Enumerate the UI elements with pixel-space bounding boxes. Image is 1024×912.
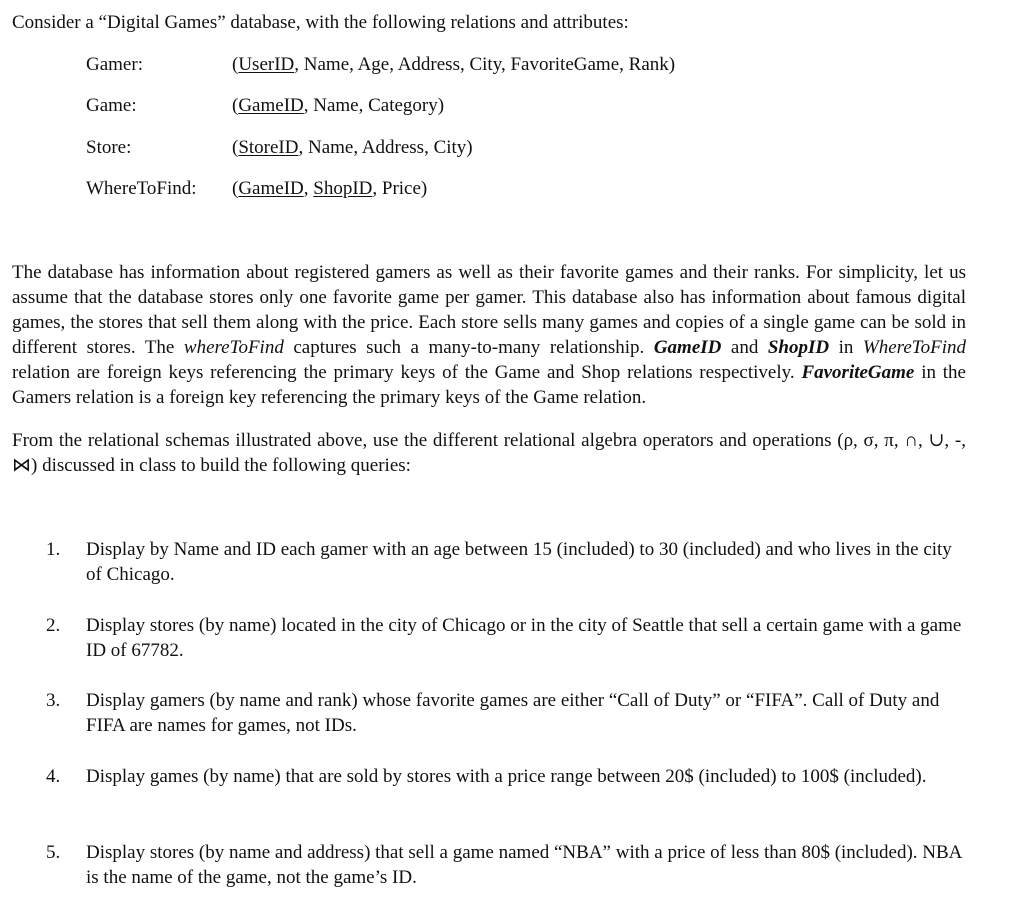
query-text: Display by Name and ID each gamer with an age between 15 (included) to 30 (included) and who lives in the city of Chicago.: [86, 539, 952, 585]
primary-key: GameID: [238, 95, 304, 116]
query-text: Display games (by name) that are sold by stores with a price range between 20$ (included) to 100$ (included).: [86, 766, 927, 787]
primary-key: StoreID: [238, 137, 299, 158]
description-paragraph: [12, 260, 966, 410]
desc-text: relation are foreign keys referencing the primary keys of the Game and Shop relations respectively.: [12, 362, 802, 383]
desc-wheretofind: whereToFind: [183, 337, 284, 358]
query-text: Display stores (by name) located in the city of Chicago or in the city of Seattle that sell a certain game with a game ID of 67782.: [86, 615, 962, 661]
desc-gameid: GameID: [653, 337, 722, 358]
paren-open: (: [232, 137, 239, 158]
desc-text: in the Gamers relation is a foreign key referencing the primary keys of the Game relation.: [12, 362, 966, 408]
relation-name: Game:: [86, 95, 137, 116]
schema-gamer: [86, 52, 675, 78]
schema-store: [86, 135, 473, 161]
attributes: , Name, Address, City): [298, 137, 473, 158]
intro-text: Consider a “Digital Games” database, with the following relations and attributes:: [12, 12, 629, 33]
attributes: , Name, Age, Address, City, FavoriteGame, Rank): [294, 54, 676, 75]
separator: ,: [303, 178, 314, 199]
query-text: Display stores (by name and address) that sell a game named “NBA” with a price of less than 80$ (included). NBA is the name of the game, not the game’s ID.: [86, 842, 962, 888]
desc-text: and: [721, 337, 768, 358]
relation-name: WhereToFind:: [86, 178, 197, 199]
query-number: 5.: [46, 842, 61, 863]
query-number: 2.: [46, 615, 61, 636]
desc-text: The database has information about registered gamers as well as their favorite games and their ranks. For simplicity, let us assume that the database stores only one favorite game per gamer. This database also has information about famous digital games, the stores that sell them along with the price. Each store sells many games and copies of a single game can be sold in different stores. The: [12, 262, 966, 358]
relation-name: Store:: [86, 137, 132, 158]
query-number: 3.: [46, 690, 61, 711]
schema-wheretofind: [86, 176, 427, 202]
primary-key: ShopID: [313, 178, 373, 199]
query-text: Display gamers (by name and rank) whose favorite games are either “Call of Duty” or “FIFA”. Call of Duty and FIFA are names for games, not IDs.: [86, 690, 940, 736]
paren-open: (: [232, 178, 239, 199]
paren-open: (: [232, 54, 239, 75]
query-number: 4.: [46, 766, 61, 787]
primary-key: UserID: [238, 54, 295, 75]
relation-name: Gamer:: [86, 54, 143, 75]
desc-text: in: [829, 337, 863, 358]
desc-text: captures such a many-to-many relationship.: [283, 337, 654, 358]
desc-shopid: ShopID: [767, 337, 830, 358]
attributes: , Price): [372, 178, 428, 199]
primary-key: GameID: [238, 178, 304, 199]
query-number: 1.: [46, 539, 61, 560]
paren-open: (: [232, 95, 239, 116]
desc-favoritegame: FavoriteGame: [801, 362, 915, 383]
instruction-paragraph: From the relational schemas illustrated above, use the different relational algebra operators and operations (ρ, σ, π, ∩, ∪, -, ⋈) discussed in class to build the following queries:: [12, 430, 966, 476]
desc-wheretofind: WhereToFind: [862, 337, 967, 358]
schema-game: [86, 93, 444, 119]
attributes: , Name, Category): [303, 95, 445, 116]
